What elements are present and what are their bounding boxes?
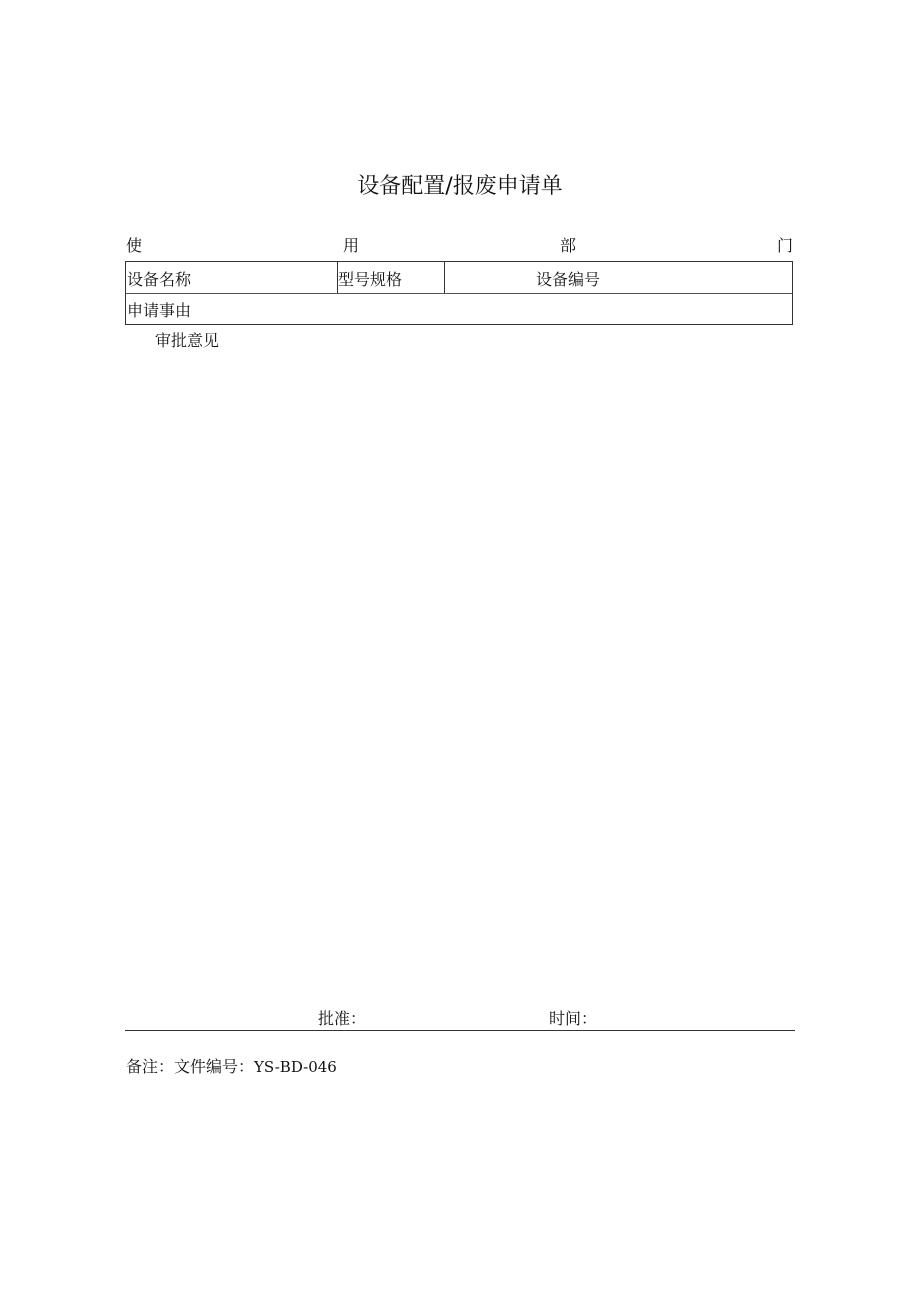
department-char: 门 [776,236,793,255]
approval-opinion-label: 审批意见 [155,331,220,350]
equipment-name-label: 设备名称 [127,270,192,289]
page-title: 设备配置/报废申请单 [357,174,563,199]
model-spec-label: 型号规格 [338,270,403,289]
equipment-no-label: 设备编号 [536,270,601,289]
application-table [125,261,793,325]
signature-line [125,1030,795,1031]
department-char: 部 [559,236,576,255]
document-code: YS-BD-046 [254,1058,337,1076]
note [126,1058,337,1076]
reason-label: 申请事由 [127,301,192,320]
approve-label: 批准： [318,1009,367,1028]
department-label [126,237,793,255]
row-divider [126,293,792,294]
column-divider [444,262,445,293]
department-char: 用 [342,236,359,255]
time-label: 时间： [549,1009,598,1028]
department-char: 使 [126,236,143,255]
note-label: 备注：文件编号： [126,1057,255,1076]
